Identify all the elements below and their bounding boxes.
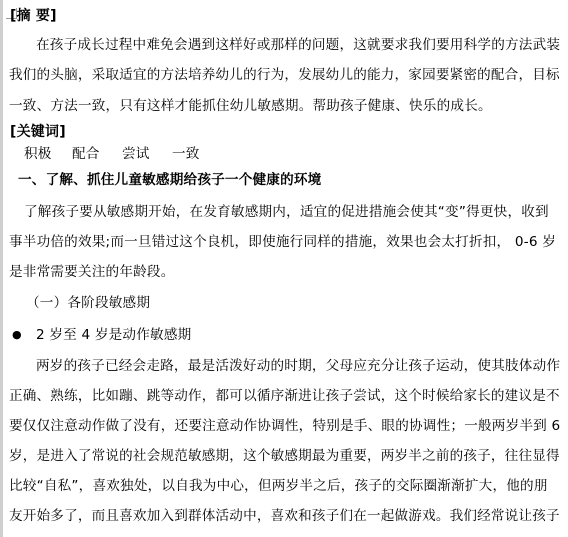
section-1-title: 一、了解、抓住儿童敏感期给孩子一个健康的环境 — [18, 172, 322, 188]
body-line-1: 两岁的孩子已经会走路，最是活泼好动的时期，父母应充分让孩子运动，使其肢体动作 — [36, 358, 561, 374]
abstract-line-3: 一致、方法一致，只有这样才能抓住幼儿敏感期。帮助孩子健康、快乐的成长。 — [9, 98, 492, 114]
abstract-heading: [摘 要] — [10, 8, 57, 24]
body-line-4: 岁，是进入了常说的社会规范敏感期，这个敏感期最为重要，两岁半之前的孩子，往往显得 — [9, 448, 560, 464]
abstract-line-2: 我们的头脑，采取适宜的方法培养幼儿的行为，发展幼儿的能力，家园要紧密的配合，目标 — [9, 67, 560, 83]
bullet-icon: ● — [12, 328, 22, 341]
section-1-line-3: 是非常需要关注的年龄段。 — [9, 264, 175, 280]
keyword-2: 配合 — [72, 146, 100, 162]
section-1-line-1: 了解孩子要从敏感期开始，在发育敏感期内，适宜的促进措施会使其“变”得更快，收到 — [24, 204, 549, 220]
page-left-edge — [0, 0, 3, 537]
body-line-6: 友开始多了，而且喜欢加入到群体活动中，喜欢和孩子们在一起做游戏。我们经常说让孩子 — [9, 508, 560, 524]
keyword-3: 尝试 — [122, 146, 150, 162]
keyword-4: 一致 — [172, 146, 200, 162]
bullet-text: 2 岁至 4 岁是动作敏感期 — [36, 327, 192, 343]
keywords-heading: [关键词] — [10, 124, 66, 140]
subsection-title: （一）各阶段敏感期 — [26, 295, 151, 311]
body-line-5: 比较“自私”，喜欢独处，以自我为中心，但两岁半之后，孩子的交际圈渐渐扩大，他的朋 — [9, 478, 548, 494]
section-1-line-2: 事半功倍的效果;而一旦错过这个良机，即使施行同样的措施，效果也会太打折扣， 0-6 岁 — [9, 234, 556, 250]
keyword-1: 积极 — [24, 146, 52, 162]
body-line-3: 要仅仅注意动作做了没有，还要注意动作协调性，特别是手、眼的协调性；一般两岁半到 6 — [9, 418, 561, 434]
abstract-line-1: 在孩子成长过程中难免会遇到这样好或那样的问题，这就要求我们要用科学的方法武装 — [36, 37, 561, 53]
body-line-2: 正确、熟练，比如蹦、跳等动作，都可以循序渐进让孩子尝试，这个时候给家长的建议是不 — [9, 388, 560, 404]
